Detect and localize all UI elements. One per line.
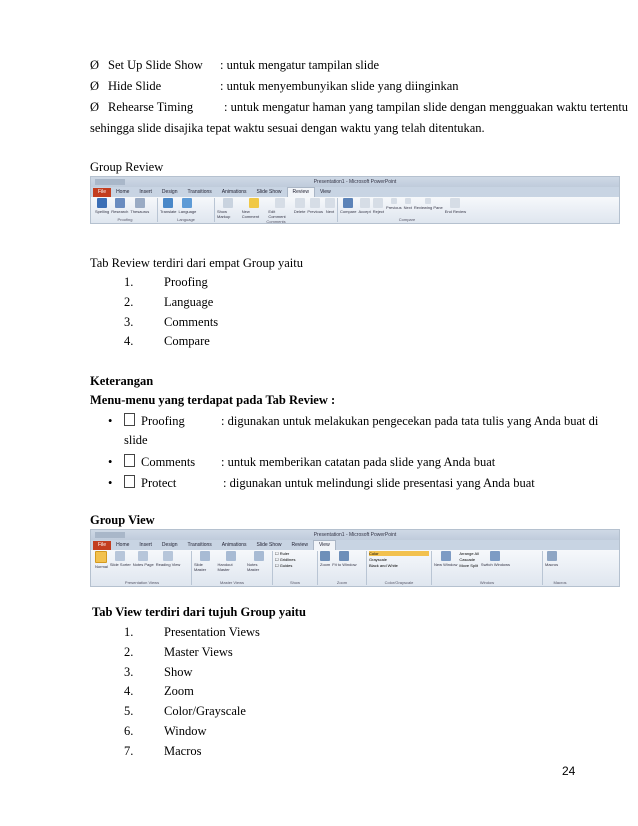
section-heading: Group Review [90,160,164,174]
group-label: Proofing [117,217,133,222]
list-item: 4. Compare [124,334,210,348]
tab-review[interactable]: Review [291,542,308,548]
tab-transitions[interactable]: Transitions [187,542,212,548]
missing-glyph-icon [124,413,135,426]
arrange-all-button[interactable]: Arrange All [459,551,479,556]
list-item: 2. Language [124,295,214,309]
ribbon-tabs [91,540,619,550]
tab-insert[interactable]: Insert [139,189,152,195]
tab-animations[interactable]: Animations [221,189,247,195]
item-term: Hide Slide [108,79,162,93]
previous-icon [391,198,397,204]
slide-master-button[interactable]: Slide Master [194,551,215,572]
tab-view[interactable]: View [319,189,331,195]
compare-button[interactable]: Compare [340,198,356,214]
section-heading: Menu-menu yang terdapat pada Tab Review : [90,393,336,407]
reject-button[interactable]: Reject [373,198,384,214]
gridlines-checkbox[interactable]: ☐ Gridlines [275,557,296,562]
slide-sorter-icon [115,551,125,561]
black-and-white-button[interactable]: Black and White [369,563,398,568]
notes-page-icon [138,551,148,561]
reviewing-pane-icon [425,198,431,204]
paragraph-continuation: sehingga slide disajika tepat waktu sesuai dengan waktu yang telah ditentukan. [90,121,485,135]
arrow-bullet-icon: Ø [90,79,100,93]
next-icon [405,198,411,204]
group-label: Color/Grayscale [384,580,414,585]
window-title: Presentation1 - Microsoft PowerPoint [313,179,397,185]
normal-view-button[interactable]: Normal [95,551,108,569]
group-label: Macros [553,580,567,585]
list-item: 7. Macros [124,744,202,758]
group-label: Window [479,580,495,585]
group-color-grayscale [367,551,432,585]
end-review-button[interactable]: End Review [445,198,466,214]
paragraph: Tab Review terdiri dari empat Group yaitu [90,256,303,270]
fit-to-window-icon [339,551,349,561]
next-comment-button[interactable]: Next [325,198,335,214]
tab-home[interactable]: Home [116,189,130,195]
tab-home[interactable]: Home [116,542,130,548]
review-ribbon-screenshot [90,176,620,224]
group-zoom [318,551,367,585]
group-label: Presentation Views [124,580,160,585]
bullet-dot-icon: • [108,414,113,428]
list-item [90,58,379,73]
tab-file[interactable]: File [93,541,111,550]
group-label: Compare [398,217,416,222]
translate-icon [163,198,173,208]
group-macros [543,551,577,585]
delete-comment-button[interactable]: Delete [294,198,306,214]
reviewing-pane-button[interactable]: Reviewing Pane [414,198,443,210]
thesaurus-button[interactable]: Thesaurus [130,198,149,214]
group-label: Language [177,217,195,222]
tab-animations[interactable]: Animations [221,542,247,548]
list-item: 5. Color/Grayscale [124,704,246,718]
handout-master-icon [226,551,236,561]
ribbon-body [91,550,619,586]
previous-icon [310,198,320,208]
next-icon [325,198,335,208]
list-item: 6. Window [124,724,207,738]
item-term: Set Up Slide Show [108,58,203,72]
list-item: 4. Zoom [124,684,194,698]
item-desc: : untuk mengatur haman yang tampilan slide dengan mengguakan waktu tertentu [224,100,629,114]
grayscale-button[interactable]: Grayscale [369,557,388,562]
edit-comment-icon [275,198,285,208]
tab-slide-show[interactable]: Slide Show [256,542,282,548]
switch-windows-icon [490,551,500,561]
group-window [432,551,543,585]
group-label: Show [289,580,300,585]
fit-to-window-button[interactable]: Fit to Window [332,551,356,567]
normal-view-icon [95,551,107,563]
spelling-button[interactable]: Spelling [95,198,109,214]
group-presentation-views [93,551,192,585]
previous-change-button[interactable]: Previous [386,198,402,210]
accept-icon [360,198,370,208]
notes-master-icon [254,551,264,561]
reading-view-button[interactable]: Reading View [156,551,181,567]
view-ribbon-screenshot [90,529,620,587]
section-heading: Keterangan [90,374,154,388]
quick-access-toolbar [95,179,125,185]
missing-glyph-icon [124,454,135,467]
list-item: • Comments : untuk memberikan catatan pada slide yang Anda buat [108,455,496,469]
switch-windows-button[interactable]: Switch Windows [481,551,510,567]
new-window-icon [441,551,451,561]
group-label: Comments [266,219,286,224]
bullet-dot-icon: • [108,455,113,469]
zoom-icon [320,551,330,561]
end-review-icon [450,198,460,208]
ruler-checkbox[interactable]: ☐ Ruler [275,551,290,556]
tab-view[interactable]: View [313,540,336,550]
list-item: • Proofing : digunakan untuk melakukan pengecekan pada tata tulis yang Anda buat di [108,414,599,428]
group-language [158,198,215,222]
ribbon-tabs [91,187,619,197]
zoom-button[interactable]: Zoom [320,551,330,567]
color-button[interactable]: Color [369,551,429,556]
show-markup-button[interactable]: Show Markup [217,198,240,219]
group-label: Zoom [336,580,348,585]
group-master-views [192,551,273,585]
accept-button[interactable]: Accept [358,198,370,214]
group-comments [215,198,338,222]
arrow-bullet-icon: Ø [90,58,100,72]
guides-checkbox[interactable]: ☐ Guides [275,563,293,568]
notes-master-button[interactable]: Notes Master [247,551,270,572]
new-window-button[interactable]: New Window [434,551,457,567]
list-item: 1. Presentation Views [124,625,260,639]
window-title: Presentation1 - Microsoft PowerPoint [313,532,397,538]
cascade-button[interactable]: Cascade [459,557,476,562]
window-title-bar [91,530,619,540]
tab-file[interactable]: File [93,188,111,197]
reading-view-icon [163,551,173,561]
bullet-dot-icon: • [108,476,113,490]
list-item: 3. Comments [124,315,219,329]
spelling-icon [97,198,107,208]
paragraph-continuation: slide [124,433,148,447]
tab-slide-show[interactable]: Slide Show [256,189,282,195]
tab-design[interactable]: Design [161,542,178,548]
slide-master-icon [200,551,210,561]
list-item [90,79,459,94]
macros-icon [547,551,557,561]
slide-sorter-button[interactable]: Slide Sorter [110,551,131,567]
tab-review[interactable]: Review [287,187,315,197]
new-comment-button[interactable]: New Comment [242,198,267,219]
translate-button[interactable]: Translate [160,198,177,214]
show-markup-icon [223,198,233,208]
list-item: 1. Proofing [124,275,208,289]
research-button[interactable]: Research [111,198,128,214]
new-comment-icon [249,198,259,208]
reject-icon [373,198,383,208]
group-label: Master Views [220,580,244,585]
list-item: 2. Master Views [124,645,233,659]
item-desc: : untuk mengatur tampilan slide [220,58,379,72]
window-title-bar [91,177,619,187]
section-heading: Tab View terdiri dari tujuh Group yaitu [92,605,306,619]
notes-page-button[interactable]: Notes Page [133,551,154,567]
ribbon-body [91,197,619,223]
group-compare [338,198,476,222]
compare-icon [343,198,353,208]
list-item [90,100,628,115]
missing-glyph-icon [124,475,135,488]
section-heading: Group View [90,513,155,527]
previous-comment-button[interactable]: Previous [307,198,323,214]
handout-master-button[interactable]: Handout Master [217,551,245,572]
group-proofing [93,198,158,222]
item-term: Rehearse Timing [108,100,194,114]
list-item: • Protect : digunakan untuk melindungi slide presentasi yang Anda buat [108,476,535,490]
edit-comment-button[interactable]: Edit Comment [268,198,292,219]
macros-button[interactable]: Macros [545,551,558,567]
language-icon [182,198,192,208]
thesaurus-icon [135,198,145,208]
item-desc: : untuk menyembunyikan slide yang diinginkan [220,79,459,93]
move-split-button[interactable]: Move Split [459,563,479,568]
tab-transitions[interactable]: Transitions [187,189,212,195]
language-button[interactable]: Language [179,198,197,214]
group-show [273,551,318,585]
quick-access-toolbar [95,532,125,538]
page-number: 24 [562,764,576,778]
research-icon [115,198,125,208]
list-item: 3. Show [124,665,193,679]
delete-icon [295,198,305,208]
next-change-button[interactable]: Next [404,198,412,210]
tab-insert[interactable]: Insert [139,542,152,548]
tab-design[interactable]: Design [161,189,178,195]
arrow-bullet-icon: Ø [90,100,100,114]
